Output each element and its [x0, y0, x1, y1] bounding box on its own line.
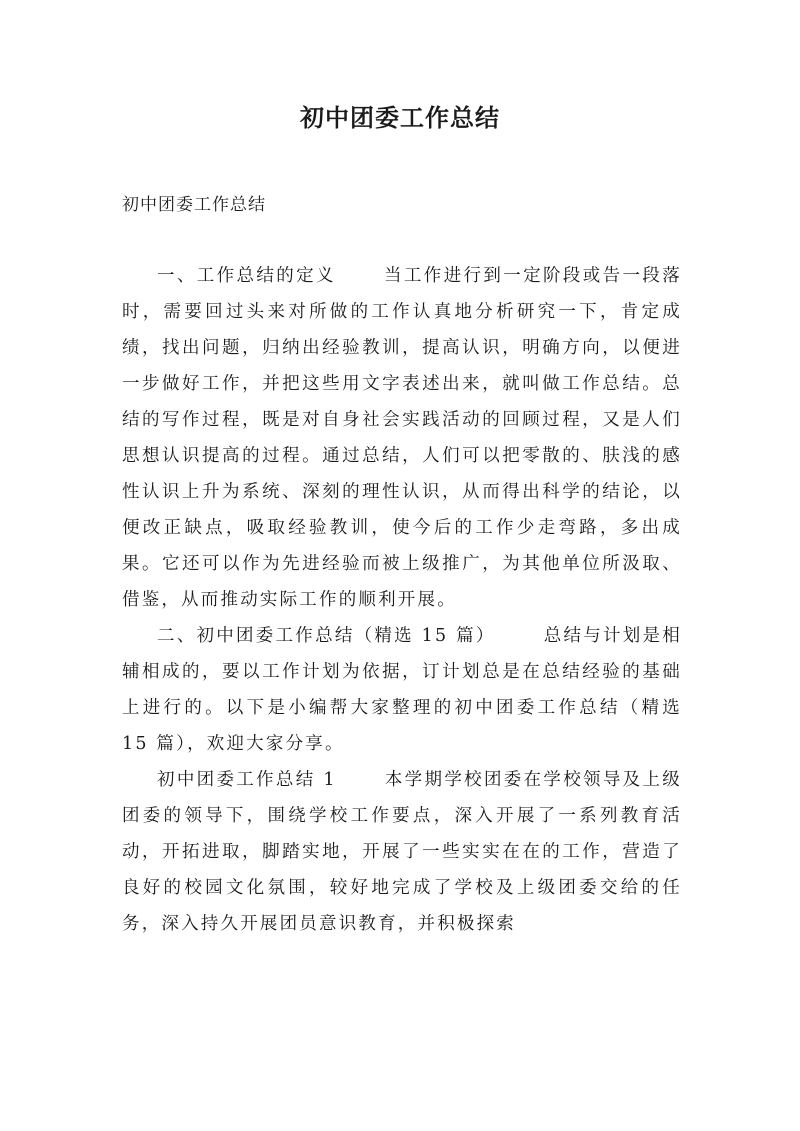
- paragraph-text: 本学期学校团委在学校领导及上级团委的领导下，围绕学校工作要点，深入开展了一系列教育活动，开拓进取，脚踏实地，开展了一些实实在在的工作，营造了良好的校园文化氛围，较好地完成了学校及上级团委交给的任务，深入持久开展团员意识教育，并积极探索: [122, 770, 682, 934]
- paragraph-text: 当工作进行到一定阶段或告一段落时，需要回过头来对所做的工作认真地分析研究一下，肯定成绩，找出问题，归纳出经验教训，提高认识，明确方向，以便进一步做好工作，并把这些用文字表述出来，就叫做工作总结。总结的写作过程，既是对自身社会实践活动的回顾过程，又是人们思想认识提高的过程。通过总结，人们可以把零散的、肤浅的感性认识上升为系统、深刻的理性认识，从而得出科学的结论，以便改正缺点，吸取经验教训，使今后的工作少走弯路，多出成果。它还可以作为先进经验而被上级推广，为其他单位所汲取、借鉴，从而推动实际工作的顺利开展。: [122, 266, 682, 610]
- paragraph-heading: 一、工作总结的定义: [157, 266, 336, 286]
- paragraph-text: 总结与计划是相辅相成的，要以工作计划为依据，订计划总是在总结经验的基础上进行的。以下是小编帮大家整理的初中团委工作总结（精选 15 篇），欢迎大家分享。: [122, 626, 682, 754]
- paragraph-heading: 初中团委工作总结 1: [157, 770, 337, 790]
- document-subtitle: 初中团委工作总结: [122, 195, 266, 215]
- paragraph-overview: [122, 618, 682, 762]
- paragraph-summary-1: [122, 762, 682, 942]
- document-body: [122, 258, 682, 942]
- paragraph-heading: 二、初中团委工作总结（精选 15 篇）: [157, 626, 496, 646]
- paragraph-definition: [122, 258, 682, 618]
- document-title: 初中团委工作总结: [300, 104, 500, 132]
